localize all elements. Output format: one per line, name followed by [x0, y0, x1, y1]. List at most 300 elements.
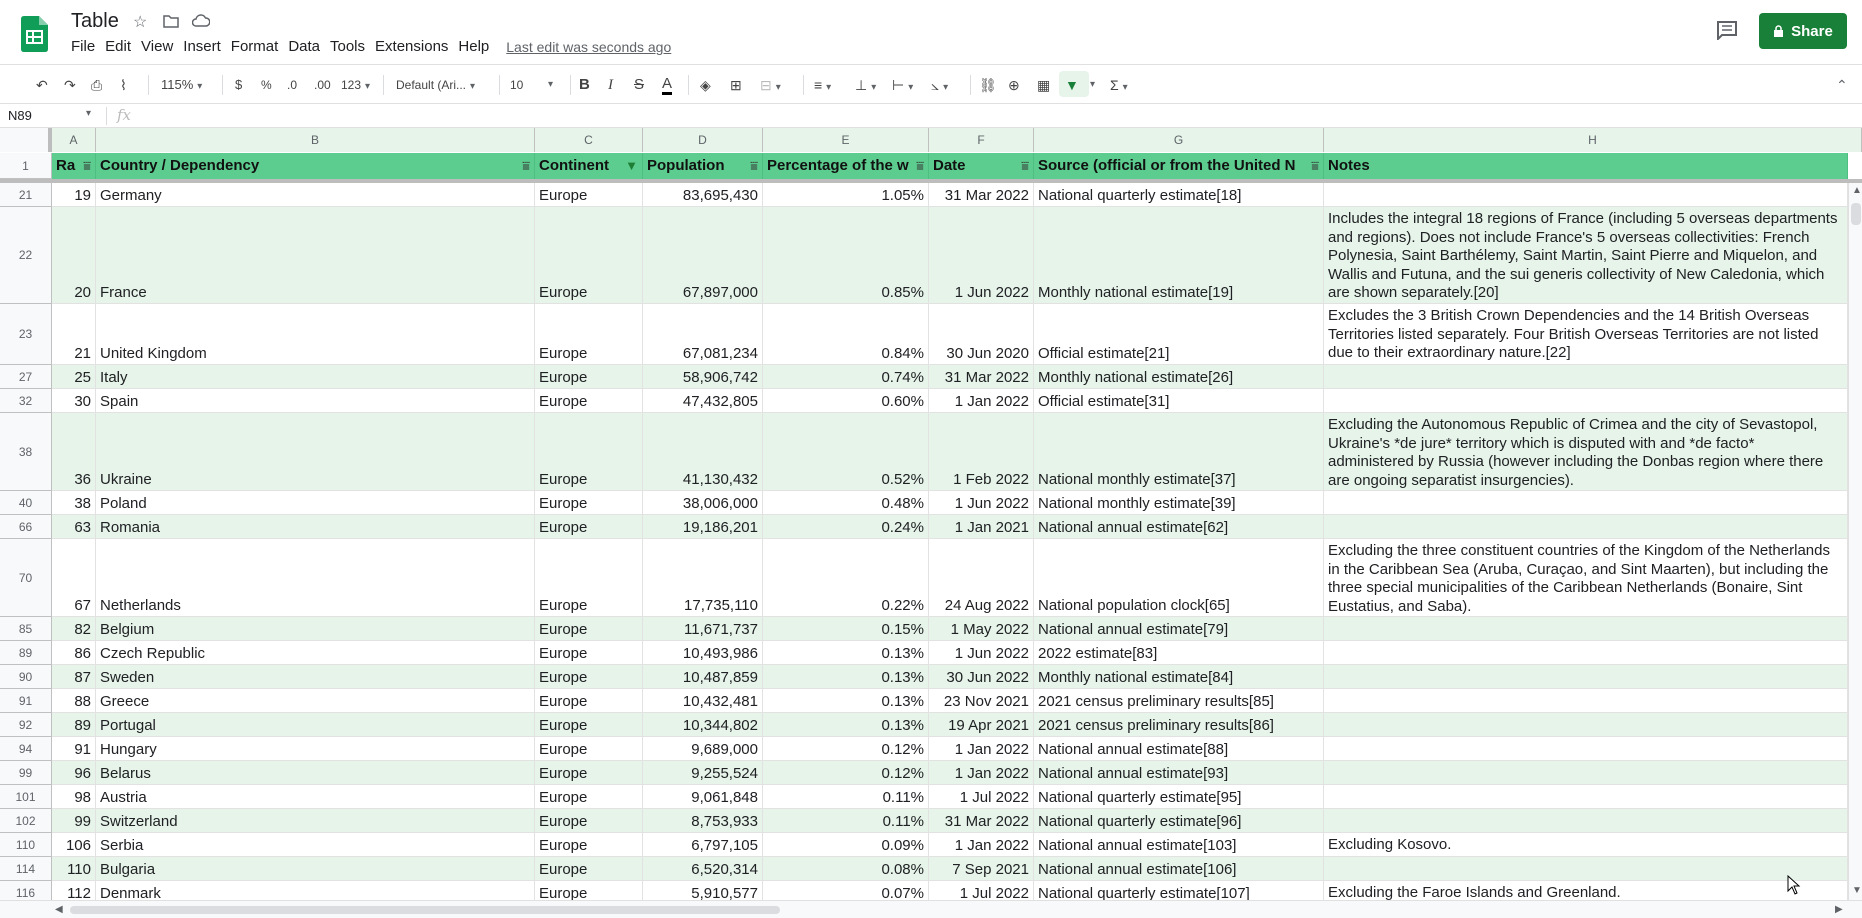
population-cell[interactable]: 9,689,000 [643, 737, 763, 761]
rank-cell[interactable]: 106 [52, 833, 96, 857]
source-cell[interactable]: National annual estimate[79] [1034, 617, 1324, 641]
notes-cell[interactable] [1324, 389, 1848, 413]
notes-cell[interactable]: Includes the integral 18 regions of France (including 5 overseas departments and regions). Does not include France's 5 overseas collectivities: French Polynesia, Saint Barthélemy, Saint Martin, Saint Pierre and Miquelon, and Wallis and Futuna, and the sui generis collectivity of New Caledonia, which are shown separately.[20] [1324, 207, 1848, 304]
table-row [0, 413, 1848, 491]
date-cell[interactable]: 1 Feb 2022 [929, 413, 1034, 491]
continent-cell[interactable]: Europe [535, 491, 643, 515]
population-cell[interactable]: 10,344,802 [643, 713, 763, 737]
rank-cell[interactable]: 30 [52, 389, 96, 413]
rank-cell[interactable]: 25 [52, 365, 96, 389]
rank-cell[interactable]: 96 [52, 761, 96, 785]
continent-cell[interactable]: Europe [535, 761, 643, 785]
strikethrough-button[interactable]: S [634, 76, 645, 93]
source-cell[interactable]: National annual estimate[103] [1034, 833, 1324, 857]
continent-cell[interactable]: Europe [535, 389, 643, 413]
country-cell[interactable]: Germany [96, 183, 535, 207]
source-cell[interactable]: National quarterly estimate[95] [1034, 785, 1324, 809]
column-header-d[interactable]: D [643, 128, 763, 152]
table-row [0, 641, 1848, 665]
notes-cell[interactable]: Excluding Kosovo. [1324, 833, 1848, 857]
notes-cell[interactable]: Excludes the 3 British Crown Dependencies and the 14 British Overseas Territories listed separately. Four British Overseas Territories are not listed due to their extraordinary nature.[22] [1324, 304, 1848, 365]
row-number[interactable]: 1 [0, 153, 52, 179]
source-cell[interactable]: National population clock[65] [1034, 539, 1324, 617]
rank-cell[interactable]: 110 [52, 857, 96, 881]
country-cell[interactable]: Portugal [96, 713, 535, 737]
share-button[interactable] [1759, 13, 1847, 49]
row-number[interactable]: 22 [0, 207, 52, 304]
rank-cell[interactable]: 20 [52, 207, 96, 304]
percentage-cell[interactable]: 0.15% [763, 617, 929, 641]
share-label: Share [1791, 22, 1833, 40]
rank-cell[interactable]: 87 [52, 665, 96, 689]
cloud-status-icon[interactable] [192, 14, 210, 27]
date-cell[interactable]: 19 Apr 2021 [929, 713, 1034, 737]
vertical-align-icon[interactable]: ⊥ ▾ [855, 76, 876, 97]
country-cell[interactable]: Italy [96, 365, 535, 389]
collapse-toolbar-icon[interactable]: ⌃ [1836, 77, 1848, 93]
text-rotation-icon[interactable]: ⦣ ▾ [931, 76, 948, 97]
rank-cell[interactable]: 82 [52, 617, 96, 641]
continent-cell[interactable]: Europe [535, 881, 643, 900]
menu-format[interactable]: Format [230, 38, 279, 55]
active-filter-icon[interactable]: ▼ [625, 158, 638, 173]
decrease-decimal-button[interactable]: .0 [287, 78, 298, 92]
row-number[interactable]: 21 [0, 183, 52, 207]
row-number[interactable]: 91 [0, 689, 52, 713]
continent-cell[interactable]: Europe [535, 809, 643, 833]
continent-cell[interactable]: Europe [535, 737, 643, 761]
filter-icon[interactable]: ⩸ [522, 158, 530, 173]
source-cell[interactable]: Monthly national estimate[84] [1034, 665, 1324, 689]
frozen-header-row [0, 153, 1862, 183]
percentage-cell[interactable]: 0.48% [763, 491, 929, 515]
continent-cell[interactable]: Europe [535, 857, 643, 881]
column-header-h[interactable]: H [1324, 128, 1862, 152]
font-family-select[interactable]: Default (Ari... ▾ [396, 76, 475, 96]
functions-icon[interactable]: Σ ▾ [1110, 76, 1128, 97]
percentage-cell[interactable]: 0.60% [763, 389, 929, 413]
vertical-scroll-thumb[interactable] [1851, 203, 1861, 225]
filter-icon[interactable]: ⩸ [83, 158, 91, 173]
source-cell[interactable]: Monthly national estimate[19] [1034, 207, 1324, 304]
header-cell-country[interactable] [96, 153, 535, 179]
continent-cell[interactable]: Europe [535, 207, 643, 304]
table-row [0, 785, 1848, 809]
notes-cell[interactable]: Excluding the Faroe Islands and Greenland. [1324, 881, 1848, 900]
notes-cell[interactable] [1324, 713, 1848, 737]
population-cell[interactable]: 6,797,105 [643, 833, 763, 857]
continent-cell[interactable]: Europe [535, 413, 643, 491]
merge-cells-icon[interactable]: ⊟ ▾ [760, 76, 781, 97]
date-cell[interactable]: 23 Nov 2021 [929, 689, 1034, 713]
population-cell[interactable]: 67,897,000 [643, 207, 763, 304]
move-folder-icon[interactable] [163, 14, 179, 28]
text-color-button[interactable]: A [662, 76, 672, 95]
source-cell[interactable]: 2021 census preliminary results[85] [1034, 689, 1324, 713]
rank-cell[interactable]: 19 [52, 183, 96, 207]
column-header-f[interactable]: F [929, 128, 1034, 152]
date-cell[interactable]: 1 Jan 2022 [929, 761, 1034, 785]
star-icon[interactable]: ☆ [133, 14, 148, 31]
population-cell[interactable]: 47,432,805 [643, 389, 763, 413]
rank-cell[interactable]: 63 [52, 515, 96, 539]
percentage-cell[interactable]: 0.13% [763, 665, 929, 689]
row-number[interactable]: 102 [0, 809, 52, 833]
percentage-cell[interactable]: 1.05% [763, 183, 929, 207]
rank-cell[interactable]: 91 [52, 737, 96, 761]
header-cell-date[interactable] [929, 153, 1034, 179]
select-all-corner[interactable] [0, 128, 52, 152]
continent-cell[interactable]: Europe [535, 689, 643, 713]
rank-cell[interactable]: 112 [52, 881, 96, 900]
header-cell-population[interactable] [643, 153, 763, 179]
notes-cell[interactable] [1324, 737, 1848, 761]
continent-cell[interactable]: Europe [535, 515, 643, 539]
filter-icon[interactable]: ⩸ [750, 158, 758, 173]
date-cell[interactable]: 1 Jun 2022 [929, 641, 1034, 665]
filter-icon[interactable]: ⩸ [1311, 158, 1319, 173]
country-cell[interactable]: Switzerland [96, 809, 535, 833]
horizontal-scroll-thumb[interactable] [70, 906, 780, 914]
source-cell[interactable]: National quarterly estimate[107] [1034, 881, 1324, 900]
header-cell-notes[interactable]: Notes [1324, 153, 1848, 179]
header-label: Date [933, 157, 966, 174]
source-cell[interactable]: National annual estimate[93] [1034, 761, 1324, 785]
continent-cell[interactable]: Europe [535, 713, 643, 737]
notes-cell[interactable] [1324, 809, 1848, 833]
table-row [0, 761, 1848, 785]
column-header-b[interactable]: B [96, 128, 535, 152]
population-cell[interactable]: 41,130,432 [643, 413, 763, 491]
percentage-cell[interactable]: 0.11% [763, 785, 929, 809]
header-label: Country / Dependency [100, 157, 260, 174]
percentage-cell[interactable]: 0.24% [763, 515, 929, 539]
percentage-cell[interactable]: 0.12% [763, 761, 929, 785]
date-cell[interactable]: 31 Mar 2022 [929, 183, 1034, 207]
comment-history-icon[interactable] [1716, 20, 1738, 40]
population-cell[interactable]: 8,753,933 [643, 809, 763, 833]
horizontal-align-icon[interactable]: ≡ ▾ [814, 76, 831, 97]
country-cell[interactable]: Sweden [96, 665, 535, 689]
percentage-cell[interactable]: 0.11% [763, 809, 929, 833]
fill-color-icon[interactable]: ◈ [700, 77, 711, 93]
notes-cell[interactable] [1324, 665, 1848, 689]
menu-insert[interactable]: Insert [183, 38, 221, 55]
redo-icon[interactable]: ↷ [64, 77, 76, 93]
row-number[interactable]: 40 [0, 491, 52, 515]
notes-cell[interactable] [1324, 689, 1848, 713]
source-cell[interactable]: National annual estimate[106] [1034, 857, 1324, 881]
header-cell-percentage[interactable] [763, 153, 929, 179]
scroll-right-icon[interactable]: ▶ [1835, 904, 1843, 915]
row-number[interactable]: 92 [0, 713, 52, 737]
date-cell[interactable]: 1 Jan 2022 [929, 833, 1034, 857]
country-cell[interactable]: Greece [96, 689, 535, 713]
rank-cell[interactable]: 67 [52, 539, 96, 617]
scroll-up-icon[interactable]: ▲ [1852, 185, 1862, 196]
country-cell[interactable]: Belgium [96, 617, 535, 641]
population-cell[interactable]: 17,735,110 [643, 539, 763, 617]
rank-cell[interactable]: 86 [52, 641, 96, 665]
population-cell[interactable]: 67,081,234 [643, 304, 763, 365]
column-header-g[interactable]: G [1034, 128, 1324, 152]
menu-data[interactable]: Data [288, 38, 320, 55]
table-row [0, 491, 1848, 515]
notes-cell[interactable] [1324, 641, 1848, 665]
insert-chart-icon[interactable]: ▦ [1037, 77, 1051, 93]
zoom-select[interactable]: 115% ▾ [161, 76, 202, 96]
source-cell[interactable]: National annual estimate[88] [1034, 737, 1324, 761]
rank-cell[interactable]: 21 [52, 304, 96, 365]
country-cell[interactable]: Poland [96, 491, 535, 515]
table-row [0, 617, 1848, 641]
country-cell[interactable]: Romania [96, 515, 535, 539]
population-cell[interactable]: 9,255,524 [643, 761, 763, 785]
insert-comment-icon[interactable]: ⊕ [1008, 77, 1020, 93]
percentage-cell[interactable]: 0.13% [763, 689, 929, 713]
table-row [0, 737, 1848, 761]
increase-decimal-button[interactable]: .00 [314, 78, 331, 92]
column-header-a[interactable]: A [52, 128, 96, 152]
date-cell[interactable]: 1 Jan 2022 [929, 737, 1034, 761]
country-cell[interactable]: Serbia [96, 833, 535, 857]
continent-cell[interactable]: Europe [535, 539, 643, 617]
menu-tools[interactable]: Tools [330, 38, 366, 55]
notes-cell[interactable] [1324, 515, 1848, 539]
percentage-cell[interactable]: 0.84% [763, 304, 929, 365]
filter-icon[interactable]: ⩸ [916, 158, 924, 173]
date-cell[interactable]: 24 Aug 2022 [929, 539, 1034, 617]
row-number[interactable]: 85 [0, 617, 52, 641]
table-row [0, 881, 1848, 900]
country-cell[interactable]: Belarus [96, 761, 535, 785]
row-number[interactable]: 23 [0, 304, 52, 365]
print-icon[interactable]: ⎙ [91, 77, 103, 93]
notes-cell[interactable] [1324, 491, 1848, 515]
sheets-logo-icon[interactable] [21, 16, 48, 52]
date-cell[interactable]: 31 Mar 2022 [929, 809, 1034, 833]
percent-format-button[interactable]: % [261, 78, 272, 92]
text-wrapping-icon[interactable]: ⊢ ▾ [892, 76, 913, 97]
country-cell[interactable]: Czech Republic [96, 641, 535, 665]
source-cell[interactable]: National quarterly estimate[96] [1034, 809, 1324, 833]
header-cell-source[interactable] [1034, 153, 1324, 179]
date-cell[interactable]: 1 Jan 2021 [929, 515, 1034, 539]
date-cell[interactable]: 1 Jul 2022 [929, 881, 1034, 900]
bold-button[interactable]: B [579, 76, 590, 93]
menu-file[interactable]: File [71, 38, 96, 55]
row-number[interactable]: 32 [0, 389, 52, 413]
row-number[interactable]: 99 [0, 761, 52, 785]
population-cell[interactable]: 10,493,986 [643, 641, 763, 665]
percentage-cell[interactable]: 0.12% [763, 737, 929, 761]
font-size-dropdown-icon[interactable]: ▾ [548, 79, 554, 90]
font-size-select[interactable]: 10 [510, 78, 524, 92]
country-cell[interactable]: France [96, 207, 535, 304]
notes-cell[interactable] [1324, 183, 1848, 207]
notes-cell[interactable] [1324, 761, 1848, 785]
country-cell[interactable]: Bulgaria [96, 857, 535, 881]
header-cell-continent[interactable] [535, 153, 643, 179]
continent-cell[interactable]: Europe [535, 665, 643, 689]
population-cell[interactable]: 6,520,314 [643, 857, 763, 881]
population-cell[interactable]: 10,432,481 [643, 689, 763, 713]
lock-icon [1773, 25, 1784, 38]
formula-bar [0, 104, 1862, 128]
scroll-down-icon[interactable]: ▼ [1852, 885, 1862, 896]
table-row [0, 304, 1848, 365]
menu-help[interactable]: Help [458, 38, 490, 55]
table-row [0, 389, 1848, 413]
source-cell[interactable]: 2022 estimate[83] [1034, 641, 1324, 665]
filter-views-dropdown-icon[interactable]: ▾ [1090, 79, 1096, 90]
notes-cell[interactable]: Excluding the Autonomous Republic of Crimea and the city of Sevastopol, Ukraine's *de jure* territory which is disputed with and *de facto* administered by Russia (however including the Donbas region where there are ongoing separatist insurgencies). [1324, 413, 1848, 491]
header-label: Ra [56, 157, 76, 174]
country-cell[interactable]: Spain [96, 389, 535, 413]
rank-cell[interactable]: 99 [52, 809, 96, 833]
paint-format-icon[interactable]: ⌇ [120, 77, 127, 93]
population-cell[interactable]: 38,006,000 [643, 491, 763, 515]
percentage-cell[interactable]: 0.74% [763, 365, 929, 389]
population-cell[interactable]: 10,487,859 [643, 665, 763, 689]
row-number[interactable]: 90 [0, 665, 52, 689]
percentage-cell[interactable]: 0.13% [763, 641, 929, 665]
row-number[interactable]: 27 [0, 365, 52, 389]
more-formats-select[interactable]: 123 ▾ [341, 76, 370, 96]
continent-cell[interactable]: Europe [535, 304, 643, 365]
rank-cell[interactable]: 36 [52, 413, 96, 491]
percentage-cell[interactable]: 0.09% [763, 833, 929, 857]
country-cell[interactable]: Netherlands [96, 539, 535, 617]
country-cell[interactable]: Ukraine [96, 413, 535, 491]
percentage-cell[interactable]: 0.52% [763, 413, 929, 491]
header-cell-rank[interactable] [52, 153, 96, 179]
notes-cell[interactable]: Excluding the three constituent countries of the Kingdom of the Netherlands in the Caribbean Sea (Aruba, Curaçao, and Sint Maarten), but including the three special municipalities of the Caribbean Netherlands (Bonaire, Sint Eustatius, and Saba). [1324, 539, 1848, 617]
rank-cell[interactable]: 98 [52, 785, 96, 809]
date-cell[interactable]: 1 Jun 2022 [929, 207, 1034, 304]
undo-icon[interactable]: ↶ [36, 77, 48, 93]
notes-cell[interactable] [1324, 365, 1848, 389]
continent-cell[interactable]: Europe [535, 833, 643, 857]
continent-cell[interactable]: Europe [535, 617, 643, 641]
percentage-cell[interactable]: 0.07% [763, 881, 929, 900]
population-cell[interactable]: 19,186,201 [643, 515, 763, 539]
population-cell[interactable]: 58,906,742 [643, 365, 763, 389]
source-cell[interactable]: Official estimate[31] [1034, 389, 1324, 413]
population-cell[interactable]: 5,910,577 [643, 881, 763, 900]
last-edit-link[interactable]: Last edit was seconds ago [506, 39, 672, 55]
column-header-e[interactable]: E [763, 128, 929, 152]
percentage-cell[interactable]: 0.08% [763, 857, 929, 881]
column-headers [0, 128, 1862, 152]
menu-extensions[interactable]: Extensions [375, 38, 449, 55]
horizontal-scrollbar[interactable] [0, 900, 1862, 918]
date-cell[interactable]: 30 Jun 2022 [929, 665, 1034, 689]
row-number[interactable]: 110 [0, 833, 52, 857]
scroll-left-icon[interactable]: ◀ [55, 904, 63, 915]
continent-cell[interactable]: Europe [535, 365, 643, 389]
row-number[interactable]: 89 [0, 641, 52, 665]
name-box-dropdown-icon[interactable]: ▾ [86, 108, 92, 119]
country-cell[interactable]: Denmark [96, 881, 535, 900]
table-row [0, 665, 1848, 689]
source-cell[interactable]: National monthly estimate[37] [1034, 413, 1324, 491]
row-number[interactable]: 38 [0, 413, 52, 491]
date-cell[interactable]: 1 May 2022 [929, 617, 1034, 641]
source-cell[interactable]: National monthly estimate[39] [1034, 491, 1324, 515]
continent-cell[interactable]: Europe [535, 785, 643, 809]
source-cell[interactable]: 2021 census preliminary results[86] [1034, 713, 1324, 737]
menu-edit[interactable]: Edit [105, 38, 132, 55]
insert-link-icon[interactable]: ⛓ [979, 77, 997, 93]
row-number[interactable]: 114 [0, 857, 52, 881]
rank-cell[interactable]: 89 [52, 713, 96, 737]
column-header-c[interactable]: C [535, 128, 643, 152]
rank-cell[interactable]: 38 [52, 491, 96, 515]
date-cell[interactable]: 1 Jan 2022 [929, 389, 1034, 413]
name-box[interactable]: N89 [8, 108, 32, 123]
notes-cell[interactable] [1324, 785, 1848, 809]
date-cell[interactable]: 1 Jul 2022 [929, 785, 1034, 809]
population-cell[interactable]: 11,671,737 [643, 617, 763, 641]
source-cell[interactable]: National quarterly estimate[18] [1034, 183, 1324, 207]
country-cell[interactable]: United Kingdom [96, 304, 535, 365]
country-cell[interactable]: Austria [96, 785, 535, 809]
source-cell[interactable]: National annual estimate[62] [1034, 515, 1324, 539]
fx-icon: fx [117, 106, 132, 124]
row-number[interactable]: 116 [0, 881, 52, 900]
date-cell[interactable]: 1 Jun 2022 [929, 491, 1034, 515]
borders-icon[interactable]: ⊞ [730, 77, 742, 93]
source-cell[interactable]: Monthly national estimate[26] [1034, 365, 1324, 389]
percentage-cell[interactable]: 0.22% [763, 539, 929, 617]
mouse-cursor-icon [1787, 875, 1801, 895]
source-cell[interactable]: Official estimate[21] [1034, 304, 1324, 365]
percentage-cell[interactable]: 0.13% [763, 713, 929, 737]
title-bar [0, 0, 1862, 64]
italic-button[interactable]: I [608, 77, 613, 93]
vertical-scrollbar[interactable] [1848, 183, 1862, 900]
row-number[interactable]: 66 [0, 515, 52, 539]
percentage-cell[interactable]: 0.85% [763, 207, 929, 304]
date-cell[interactable]: 7 Sep 2021 [929, 857, 1034, 881]
notes-cell[interactable] [1324, 857, 1848, 881]
row-number[interactable]: 101 [0, 785, 52, 809]
row-number[interactable]: 70 [0, 539, 52, 617]
table-row [0, 833, 1848, 857]
header-label: Continent [539, 157, 609, 174]
document-title[interactable]: Table [71, 10, 119, 32]
population-cell[interactable]: 9,061,848 [643, 785, 763, 809]
filter-icon[interactable]: ⩸ [1021, 158, 1029, 173]
filter-icon[interactable]: ▼ [1065, 77, 1079, 93]
menu-view[interactable]: View [141, 38, 174, 55]
country-cell[interactable]: Hungary [96, 737, 535, 761]
table-row [0, 515, 1848, 539]
continent-cell[interactable]: Europe [535, 183, 643, 207]
header-label: Source (official or from the United N [1038, 157, 1296, 174]
date-cell[interactable]: 30 Jun 2020 [929, 304, 1034, 365]
population-cell[interactable]: 83,695,430 [643, 183, 763, 207]
data-grid [0, 183, 1848, 900]
currency-format-button[interactable]: $ [235, 77, 243, 92]
continent-cell[interactable]: Europe [535, 641, 643, 665]
row-number[interactable]: 94 [0, 737, 52, 761]
notes-cell[interactable] [1324, 617, 1848, 641]
rank-cell[interactable]: 88 [52, 689, 96, 713]
date-cell[interactable]: 31 Mar 2022 [929, 365, 1034, 389]
table-row [0, 713, 1848, 737]
